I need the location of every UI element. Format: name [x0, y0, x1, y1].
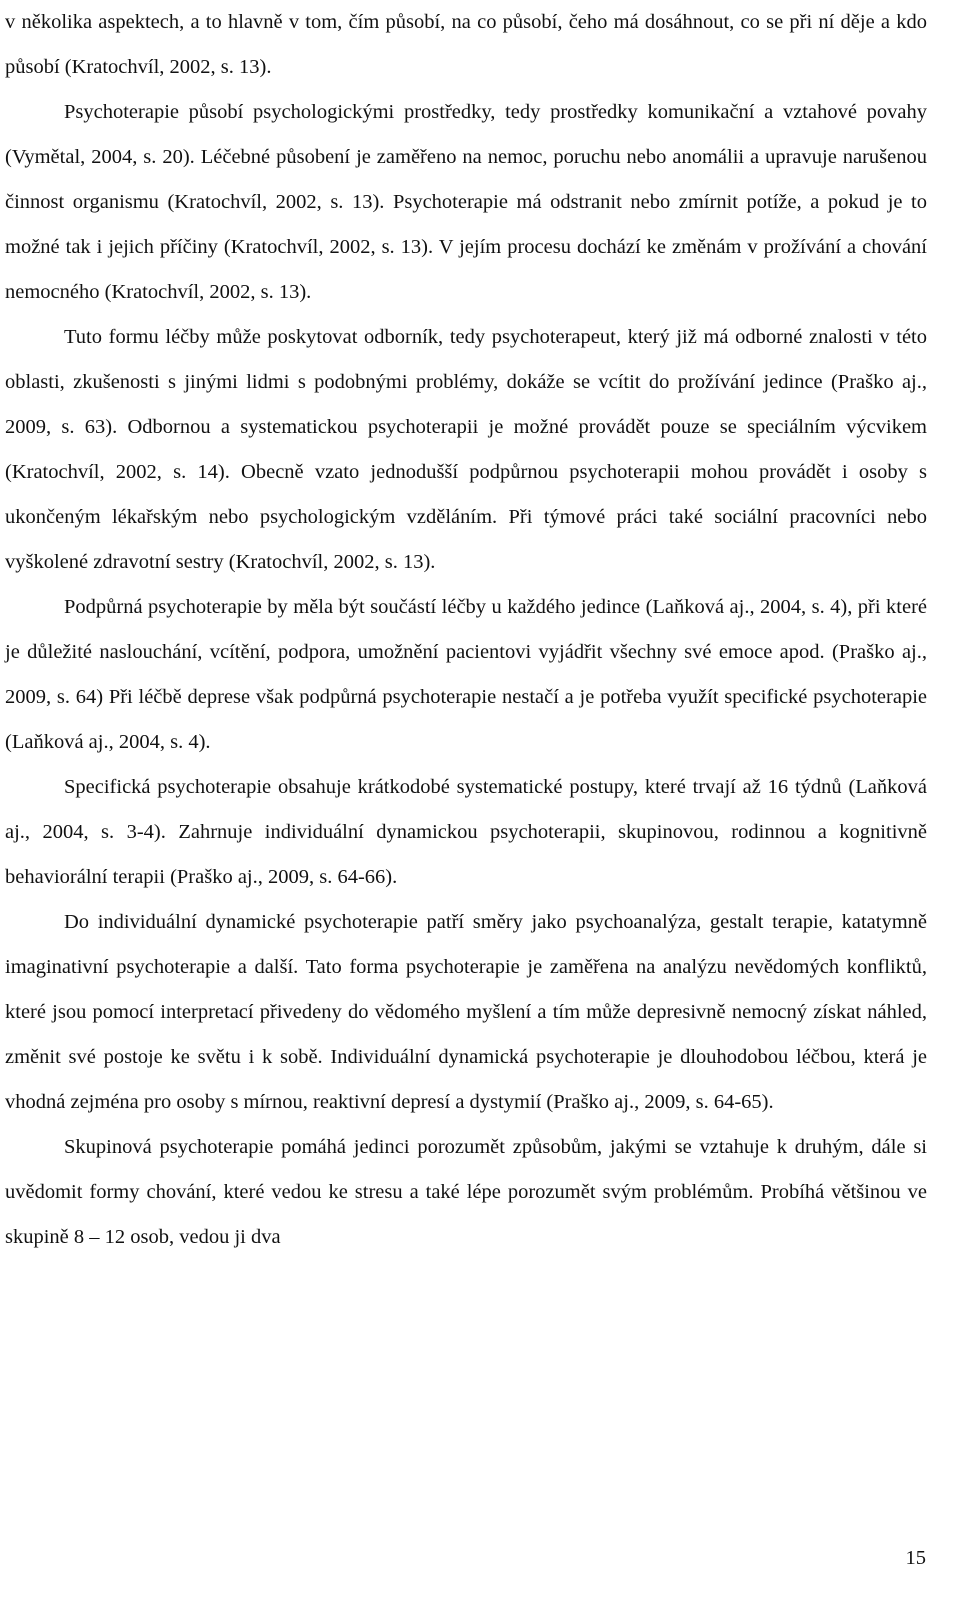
document-body — [5, 0, 927, 1260]
paragraph-specific-psychotherapy: Specifická psychoterapie obsahuje krátkodobé systematické postupy, které trvají až 16 týdnů (Laňková aj., 2004, s. 3-4). Zahrnuje individuální dynamickou psychoterapii, skupinovou, rodinnou a kognitivně behaviorální terapii (Praško aj., 2009, s. 64-66). — [5, 776, 927, 888]
page-number: 15 — [905, 1547, 926, 1569]
paragraph-supportive-psychotherapy: Podpůrná psychoterapie by měla být součástí léčby u každého jedince (Laňková aj., 2004, s. 4), při které je důležité naslouchání, vcítění, podpora, umožnění pacientovi vyjádřit všechny své emoce apod. (Praško aj., 2009, s. 64) Při léčbě deprese však podpůrná psychoterapie nestačí a je potřeba využít specifické psychoterapie (Laňková aj., 2004, s. 4). — [5, 596, 927, 753]
paragraph-group-psychotherapy: Skupinová psychoterapie pomáhá jedinci porozumět způsobům, jakými se vztahuje k druhým, dále si uvědomit formy chování, které vedou ke stresu a také lépe porozumět svým problémům. Probíhá většinou ve skupině 8 – 12 osob, vedou ji dva — [5, 1136, 927, 1248]
paragraph-individual-dynamic: Do individuální dynamické psychoterapie patří směry jako psychoanalýza, gestalt terapie, katatymně imaginativní psychoterapie a další. Tato forma psychoterapie je zaměřena na analýzu nevědomých konfliktů, které jsou pomocí interpretací přivedeny do vědomého myšlení a tím může depresivně nemocný získat náhled, změnit své postoje ke světu i k sobě. Individuální dynamická psychoterapie je dlouhodobou léčbou, která je vhodná zejména pro osoby s mírnou, reaktivní depresí a dystymií (Praško aj., 2009, s. 64-65). — [5, 911, 927, 1113]
paragraph-psychotherapy-means: Psychoterapie působí psychologickými prostředky, tedy prostředky komunikační a vztahové povahy (Vymětal, 2004, s. 20). Léčebné působení je zaměřeno na nemoc, poruchu nebo anomálii a upravuje narušenou činnost organismu (Kratochvíl, 2002, s. 13). Psychoterapie má odstranit nebo zmírnit potíže, a pokud je to možné tak i jejich příčiny (Kratochvíl, 2002, s. 13). V jejím procesu dochází ke změnám v prožívání a chování nemocného (Kratochvíl, 2002, s. 13). — [5, 101, 927, 303]
paragraph-continuation: v několika aspektech, a to hlavně v tom, čím působí, na co působí, čeho má dosáhnout, co se při ní děje a kdo působí (Kratochvíl, 2002, s. 13). — [5, 11, 927, 78]
paragraph-psychotherapist: Tuto formu léčby může poskytovat odborník, tedy psychoterapeut, který již má odborné znalosti v této oblasti, zkušenosti s jinými lidmi s podobnými problémy, dokáže se vcítit do prožívání jedince (Praško aj., 2009, s. 63). Odbornou a systematickou psychoterapii je možné provádět pouze se speciálním výcvikem (Kratochvíl, 2002, s. 14). Obecně vzato jednodušší podpůrnou psychoterapii mohou provádět i osoby s ukončeným lékařským nebo psychologickým vzděláním. Při týmové práci také sociální pracovníci nebo vyškolené zdravotní sestry (Kratochvíl, 2002, s. 13). — [5, 326, 927, 573]
